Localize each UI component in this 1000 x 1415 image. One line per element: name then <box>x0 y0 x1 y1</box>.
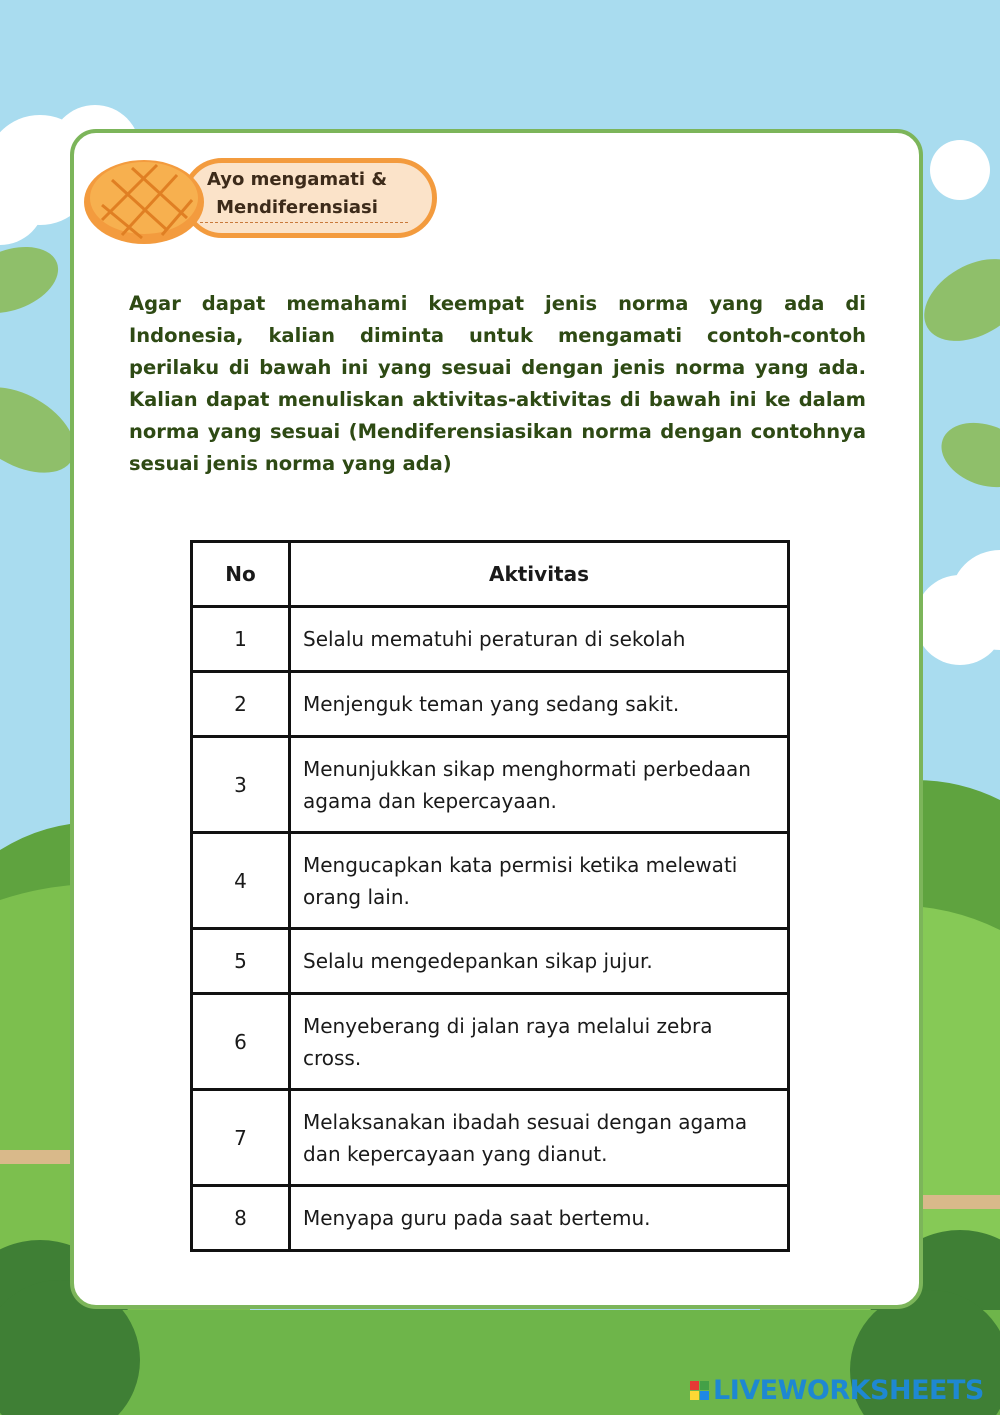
table-row <box>192 1090 789 1186</box>
liveworksheets-logo <box>690 1372 984 1408</box>
row-number: 2 <box>192 672 290 737</box>
table-header-row <box>192 542 789 607</box>
row-number: 7 <box>192 1090 290 1186</box>
section-badge <box>82 150 442 250</box>
row-activity: Menyeberang di jalan raya melalui zebra cross. <box>290 994 789 1090</box>
table-row <box>192 672 789 737</box>
badge-title <box>202 166 392 222</box>
activities-table <box>190 540 790 1252</box>
logo-text: LIVEWORKSHEETS <box>713 1374 984 1406</box>
row-number: 4 <box>192 833 290 929</box>
row-activity: Menyapa guru pada saat bertemu. <box>290 1186 789 1251</box>
table-row <box>192 929 789 994</box>
table-row <box>192 994 789 1090</box>
liveworksheets-logo-icon <box>690 1381 709 1400</box>
header-aktivitas: Aktivitas <box>290 542 789 607</box>
table-row <box>192 737 789 833</box>
badge-underline <box>200 222 408 223</box>
intro-paragraph: Agar dapat memahami keempat jenis norma yang ada di Indonesia, kalian diminta untuk mengamati contoh-contoh perilaku di bawah ini yang sesuai dengan jenis norma yang ada. Kalian dapat menuliskan aktivitas-aktivitas di bawah ini ke dalam norma yang sesuai (Mendiferensiasikan norma dengan contohnya sesuai jenis norma yang ada) <box>129 292 866 475</box>
table-row <box>192 607 789 672</box>
row-activity: Selalu mematuhi peraturan di sekolah <box>290 607 789 672</box>
table-row <box>192 833 789 929</box>
melon-bread-icon <box>82 150 212 250</box>
table-row <box>192 1186 789 1251</box>
row-number: 6 <box>192 994 290 1090</box>
row-number: 8 <box>192 1186 290 1251</box>
row-activity: Mengucapkan kata permisi ketika melewati orang lain. <box>290 833 789 929</box>
row-activity: Menjenguk teman yang sedang sakit. <box>290 672 789 737</box>
row-activity: Selalu mengedepankan sikap jujur. <box>290 929 789 994</box>
row-activity: Menunjukkan sikap menghormati perbedaan agama dan kepercayaan. <box>290 737 789 833</box>
header-no: No <box>192 542 290 607</box>
row-number: 1 <box>192 607 290 672</box>
badge-line-2: Mendiferensiasi <box>216 197 378 218</box>
row-number: 3 <box>192 737 290 833</box>
badge-line-1: Ayo mengamati & <box>206 169 388 190</box>
row-activity: Melaksanakan ibadah sesuai dengan agama dan kepercayaan yang dianut. <box>290 1090 789 1186</box>
row-number: 5 <box>192 929 290 994</box>
